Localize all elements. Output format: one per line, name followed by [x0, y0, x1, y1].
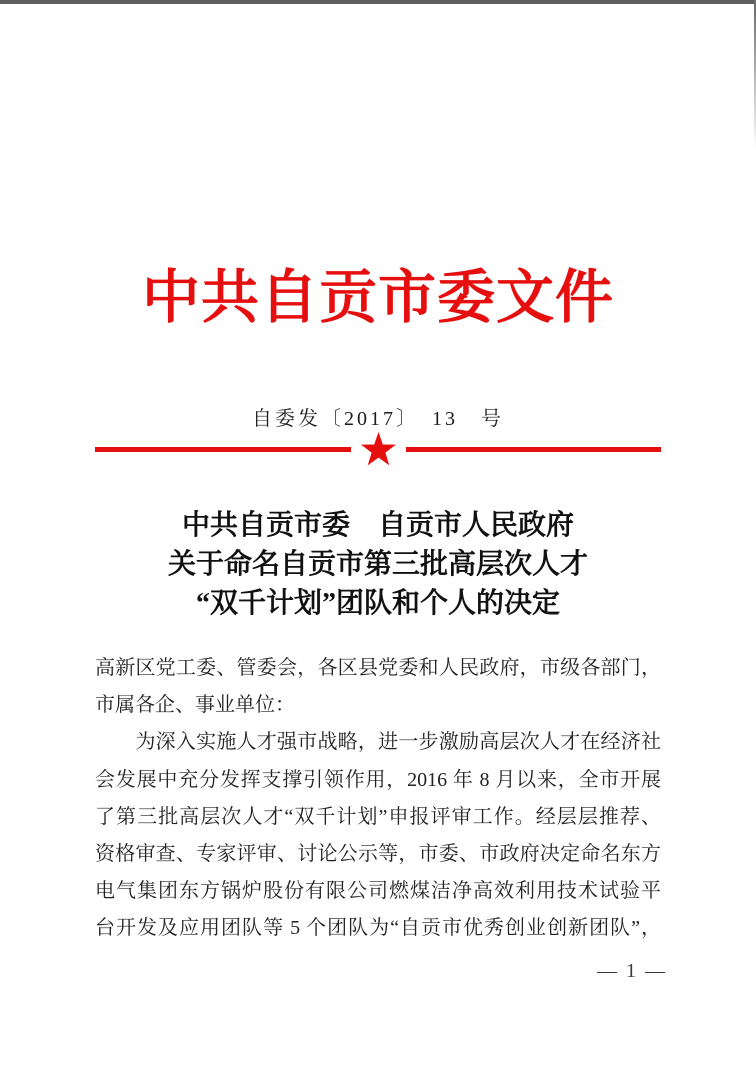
- body-line-7: 电气集团东方锅炉股份有限公司燃煤洁净高效利用技术试验平: [95, 880, 661, 903]
- body-line-1: 高新区党工委、管委会，各区县党委和人民政府，市级各部门，: [95, 657, 661, 679]
- document-title-line-3: “双千计划”团队和个人的决定: [195, 588, 560, 619]
- document-title-line-1: 中共自贡市委 自贡市人民政府: [181, 510, 574, 541]
- body-line-8: 台开发及应用团队等 5 个团队为“自贡市优秀创业创新团队”，: [95, 917, 661, 940]
- body-line-5: 了第三批高层次人才“双千计划”申报评审工作。经层层推荐、: [95, 805, 661, 828]
- red-divider-rule: [95, 431, 661, 468]
- scan-edge-top: [0, 0, 756, 4]
- document-body: [95, 650, 661, 948]
- body-line-3: 为深入实施人才强市战略，进一步激励高层次人才在经济社: [95, 731, 661, 754]
- divider-rule-right: [406, 447, 662, 452]
- divider-rule-left: [95, 447, 351, 452]
- red-star-icon: [360, 431, 397, 468]
- document-title: [0, 506, 756, 623]
- document-header-org-title: 中共自贡市委文件: [141, 265, 614, 330]
- body-line-2: 市属各企、事业单位：: [95, 694, 295, 717]
- page-number: — 1 —: [597, 960, 667, 982]
- body-line-4: 会发展中充分发挥支撑引领作用，2016 年 8 月以来，全市开展: [95, 768, 661, 791]
- body-line-6: 资格审查、专家评审、讨论公示等，市委、市政府决定命名东方: [95, 843, 661, 866]
- document-number: 自委发〔2017〕 13 号: [252, 408, 504, 430]
- document-title-line-2: 关于命名自贡市第三批高层次人才: [167, 549, 588, 580]
